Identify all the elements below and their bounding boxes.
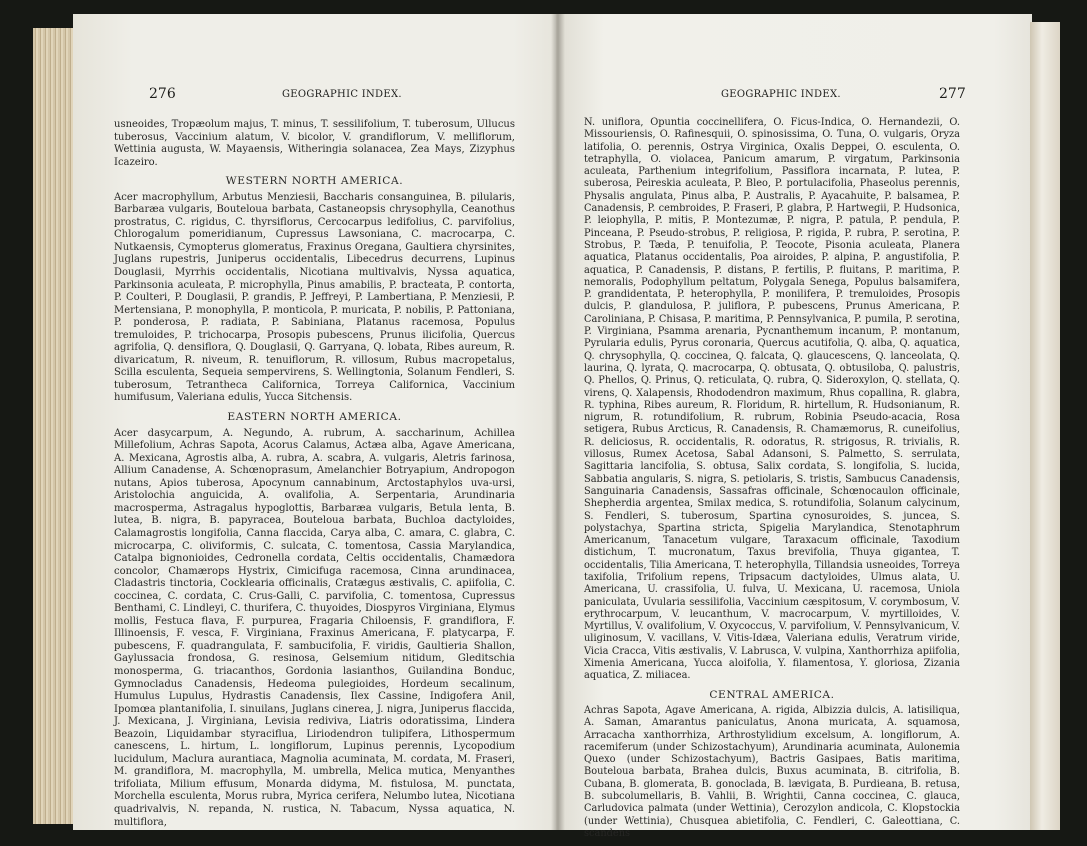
western-north-america-paragraph: Acer macrophyllum, Arbutus Menziesii, Baccharis consanguinea, B. pilularis, Barbaræa vulgaris, Bouteloua barbata, Castaneopsis chrysophylla, Ceanothus prostratus, C. rigidus, C. thyrsiflorus, Cercocarpus ledifolius, C. parvifolius, Chlorogalum pomeridianum, Cupressus Lawsoniana, C. macrocarpa, C. Nutkaensis, Cymopterus glomeratus, Fraxinus Oregana, Gaultiera chyrsinites, Juglans rupestris, Juniperus occidentalis, Libecedrus decurrens, Lupinus Douglasii, Myrrhis occidentalis, Nicotiana multivalvis, Nyssa aquatica, Parkinsonia aculeata, P. microphylla, Pinus amabilis, P. bracteata, P. contorta, P. Coulteri, P. Douglasii, P. grandis, P. Jeffreyi, P. Lambertiana, P. Menziesii, P. Mertensiana, P. monophylla, P. monticola, P. muricata, P. nobilis, P. Pattoniana, P. ponderosa, P. radiata, P. Sabiniana, Platanus racemosa, Populus tremuloides, P. trichocarpa, Prosopis pubescens, Prunus ilicifolia, Quercus agrifolia, Q. densiflora, Q. Douglasii, Q. Garryana, Q. lobata, Ribes aureum, R. divaricatum, R. niveum, R. tenuiflorum, R. villosum, Rubus macropetalus, Scilla esculenta, Sequeia sempervirens, S. Wellingtonia, Solanum Fendleri, S. tuberosum, Tetrantheca Californica, Torreya Californica, Vaccinium humifusum, Valeriana edulis, Yucca Sitchensis. <box>114 191 515 404</box>
eastern-north-america-heading: EASTERN NORTH AMERICA. <box>227 411 402 424</box>
left-page-number: 276 <box>149 86 176 102</box>
right-opening-paragraph: N. uniflora, Opuntia coccinellifera, O. Ficus-Indica, O. Hernandezii, O. Missouriensis, O. Rafinesquii, O. spinosissima, O. Tuna, O. vulgaris, Oryza latifolia, O. perennis, Ostrya Virginica, Oxalis Deppei, O. esculenta, O. tetraphylla, O. violacea, Panicum amarum, P. virgatum, Parkinsonia aculeata, Parthenium integrifolium, Passiflora incarnata, P. lutea, P. suberosa, Peireskia aculeata, P. Bleo, P. portulacifolia, Phaseolus perennis, Physalis angulata, Pinus alba, P. Australis, P. Ayacahuite, P. balsamea, P. Canadensis, P. cembroides, P. Fraseri, P. glabra, P. Hartwegii, P. Hudsonica, P. leiophylla, P. mitis, P. Montezumæ, P. nigra, P. patula, P. pendula, P. Pinceana, P. Pseudo-strobus, P. religiosa, P. rigida, P. rubra, P. serotina, P. Strobus, P. Tæda, P. tenuifolia, P. Teocote, Pisonia aculeata, Planera aquatica, Platanus occidentalis, Poa airoides, P. alpina, P. angustifolia, P. aquatica, P. Canadensis, P. distans, P. fertilis, P. fluitans, P. maritima, P. nemoralis, Podophyllum peltatum, Polygala Senega, Populus balsamifera, P. grandidentata, P. heterophylla, P. monilifera, P. tremuloides, Prosopis dulcis, P. glandulosa, P. juliflora, P. pubescens, Prunus Americana, P. Caroliniana, P. Chisasa, P. maritima, P. Pennsylvanica, P. pumila, P. serotina, P. Virginiana, Psamma arenaria, Pycnanthemum incanum, P. montanum, Pyrularia edulis, Pyrus coronaria, Quercus acutifolia, Q. alba, Q. aquatica, Q. chrysophylla, Q. coccinea, Q. falcata, Q. glaucescens, Q. lanceolata, Q. laurina, Q. lyrata, Q. macrocarpa, Q. obtusata, Q. obtusiloba, Q. palustris, Q. Phellos, Q. Prinus, Q. reticulata, Q. rubra, Q. Sideroxylon, Q. stellata, Q. virens, Q. Xalapensis, Rhododendron maximum, Rhus copallina, R. glabra, R. typhina, Ribes aureum, R. Floridum, R. hirtellum, R. Hudsonianum, R. nigrum, R. rotundifolium, R. rubrum, Robinia Pseudo-acacia, Rosa setigera, Rubus Arcticus, R. Canadensis, R. Chamæmorus, R. cuneifolius, R. deliciosus, R. occidentalis, R. odoratus, R. strigosus, R. trivialis, R. villosus, Rumex Acetosa, Sabal Adansoni, S. Palmetto, S. serrulata, Sagittaria lancifolia, S. obtusa, Salix cordata, S. longifolia, S. lucida, Sabbatia angularis, S. nigra, S. petiolaris, S. tristis, Sambucus Canadensis, Sanguinaria Canadensis, Sassafras officinale, Schœnocaulon officinale, Shepherdia argentea, Smilax medica, S. rotundifolia, Solanum calycinum, S. Fendleri, S. tuberosum, Spartina cynosuroides, S. juncea, S. polystachya, Spartina stricta, Spigelia Marylandica, Stenotaphrum Americanum, Tanacetum vulgare, Taraxacum officinale, Taxodium distichum, T. mucronatum, Taxus brevifolia, Thuya gigantea, T. occidentalis, Tilia Americana, T. heterophylla, Tillandsia usneoides, Torreya taxifolia, Trifolium repens, Tripsacum dactyloides, Ulmus alata, U. Americana, U. crassifolia, U. fulva, U. Mexicana, U. racemosa, Uniola paniculata, Uvularia sessilifolia, Vaccinium cæspitosum, V. corymbosum, V. erythrocarpum, V. leucanthum, V. macrocarpum, V. myrtilloides, V. Myrtillus, V. ovalifolium, V. Oxycoccus, V. parvifolium, V. Pennsylvanicum, V. uliginosum, V. vacillans, V. Vitis-Idæa, Valeriana edulis, Veratrum viride, Vicia Cracca, Vitis æstivalis, V. Labrusca, V. vulpina, Xanthorrhiza apiifolia, Ximenia Americana, Yucca aloifolia, Y. filamentosa, Y. gloriosa, Zizania aquatica, Z. miliacea. <box>584 117 960 682</box>
book-gutter <box>551 14 565 830</box>
eastern-north-america-paragraph: Acer dasycarpum, A. Negundo, A. rubrum, A. saccharinum, Achillea Millefolium, Achras Sapota, Acorus Calamus, Actæa alba, Agave Americana, A. Mexicana, Agrostis alba, A. rubra, A. scabra, A. vulgaris, Aletris farinosa, Allium Canadense, A. Schœnoprasum, Amelanchier Botryapium, Andropogon nutans, Apios tuberosa, Apocynum cannabinum, Arctostaphylos uva-ursi, Aristolochia anguicida, A. ovalifolia, A. Serpentaria, Arundinaria macrosperma, Astragalus hypoglottis, Barbaræa vulgaris, Betula lenta, B. lutea, B. nigra, B. papyracea, Bouteloua barbata, Buchloa dactyloides, Calamagrostis longifolia, Canna flaccida, Carya alba, C. amara, C. glabra, C. microcarpa, C. oliviformis, C. sulcata, C. tomentosa, Cassia Marylandica, Catalpa bignonioides, Cedronella cordata, Celtis occidentalis, Chamædora concolor, Chamærops Hystrix, Cimicifuga racemosa, Cinna arundinacea, Cladastris tinctoria, Cocklearia officinalis, Cratægus æstivalis, C. apiifolia, C. coccinea, C. cordata, C. Crus-Galli, C. parvifolia, C. tomentosa, Cupressus Benthami, C. Lindleyi, C. thurifera, C. thuyoides, Diospyros Virginiana, Elymus mollis, Festuca flava, F. purpurea, Fragaria Chiloensis, F. grandiflora, F. Illinoensis, F. vesca, F. Virginiana, Fraxinus Americana, F. platycarpa, F. pubescens, F. quadrangulata, F. sambucifolia, F. viridis, Gaultieria Shallon, Gaylussacia frondosa, G. resinosa, Gelsemium nitidum, Gleditschia monosperma, G. triacanthos, Gordonia lasianthos, Guilandina Bonduc, Gymnocladus Canadensis, Hedeoma pulegioides, Hordeum secalinum, Humulus Lupulus, Hydrastis Canadensis, Ilex Cassine, Indigofera Anil, Ipomœa plantanifolia, I. sinuilans, Juglans cinerea, J. nigra, Juniperus flaccida, J. Mexicana, J. Virginiana, Levisia rediviva, Liatris odoratissima, Lindera Beazoin, Liquidambar styraciflua, Liriodendron tulipifera, Lithospermum canescens, L. hirtum, L. longiflorum, Lupinus perennis, Lycopodium lucidulum, Maclura aurantiaca, Magnolia acuminata, M. cordata, M. Fraseri, M. grandiflora, M. macrophylla, M. umbrella, Melica mutica, Menyanthes trifoliata, Milium effusum, Monarda didyma, M. fistulosa, M. punctata, Morchella esculenta, Morus rubra, Myrica cerifera, Nelumbo lutea, Nicotiana quadrivalvis, N. repanda, N. rustica, N. Tabacum, Nyssa aquatica, N. multiflora, <box>114 427 515 828</box>
left-page-edges <box>33 28 75 824</box>
western-north-america-heading: WESTERN NORTH AMERICA. <box>225 175 404 188</box>
right-page-text <box>584 117 960 840</box>
left-page-text <box>114 119 515 829</box>
right-page-number: 277 <box>939 86 966 102</box>
right-page-edges <box>1030 22 1060 830</box>
left-opening-paragraph: usneoides, Tropæolum majus, T. minus, T. sessilifolium, T. tuberosum, Ullucus tuberosus, Vaccinium alatum, V. bicolor, V. grandiflorum, V. melliflorum, Wettinia augusta, W. Mayaensis, Witheringia solanacea, Zea Mays, Zizyphus Icazeiro. <box>114 119 515 168</box>
central-america-heading: CENTRAL AMERICA. <box>709 688 835 701</box>
right-running-head: GEOGRAPHIC INDEX. <box>721 89 841 100</box>
left-running-head: GEOGRAPHIC INDEX. <box>282 89 402 100</box>
central-america-paragraph: Achras Sapota, Agave Americana, A. rigida, Albizzia dulcis, A. latisiliqua, A. Saman, Amarantus paniculatus, Anona muricata, A. squamosa, Arracacha xanthorrhiza, Arthrostylidium excelsum, A. longiflorum, A. racemiferum (under Schizostachyum), Arundinaria acuminata, Aulonemia Quexo (under Schizostachyum), Bactris Gasipaes, Batis maritima, Bouteloua barbata, Brahea dulcis, Buxus acuminata, B. citrifolia, B. Cubana, B. glomerata, B. gonoclada, B. lævigata, B. Purdieana, B. retusa, B. subcolumellaris, B. Vahlii, B. Wrightii, Canna coccinea, C. glauca, Carludovica palmata (under Wettinia), Cerozylon andicola, C. Klopstockia (under Wettinia), Chusquea abietifolia, C. Fendleri, C. Galeottiana, C. scandens <box>584 704 960 839</box>
